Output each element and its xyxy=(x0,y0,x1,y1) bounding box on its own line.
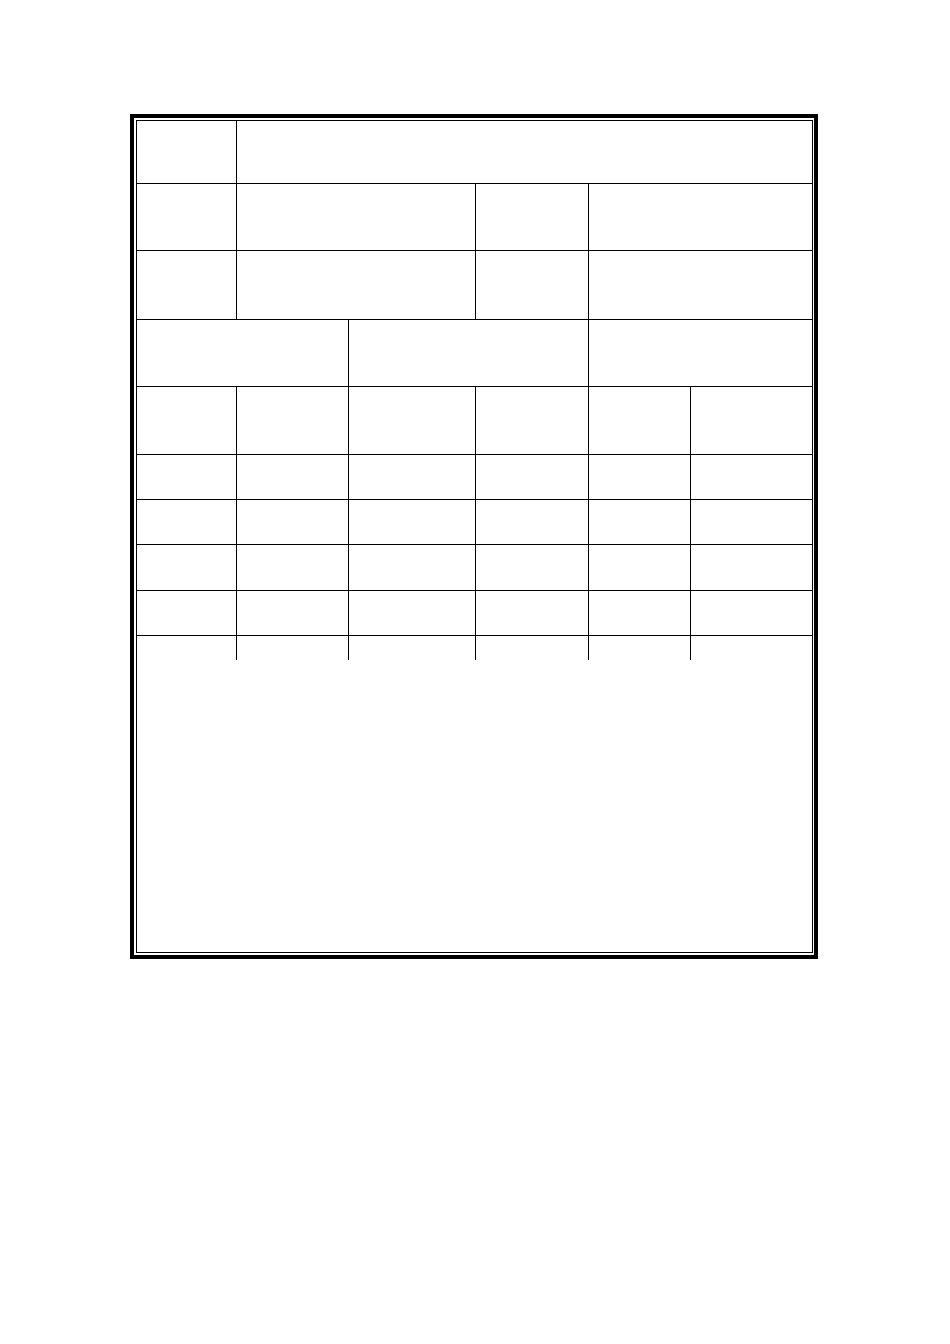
topic-value xyxy=(236,250,475,319)
founded-label xyxy=(475,183,588,250)
activity-frequency xyxy=(348,319,588,386)
activity-count xyxy=(136,319,348,386)
header-qc-training xyxy=(690,386,813,454)
group-name-value xyxy=(236,120,813,183)
founded-value xyxy=(588,183,813,250)
activity-time-value xyxy=(588,250,813,319)
topic-label xyxy=(136,250,236,319)
group-type-label xyxy=(136,183,236,250)
header-education xyxy=(475,386,588,454)
header-gender xyxy=(348,386,475,454)
group-type-value xyxy=(236,183,475,250)
group-name-label xyxy=(136,120,236,183)
header-position xyxy=(588,386,690,454)
member-count xyxy=(588,319,813,386)
activity-time-label xyxy=(475,250,588,319)
header-name xyxy=(236,386,348,454)
roles-label xyxy=(136,386,236,454)
